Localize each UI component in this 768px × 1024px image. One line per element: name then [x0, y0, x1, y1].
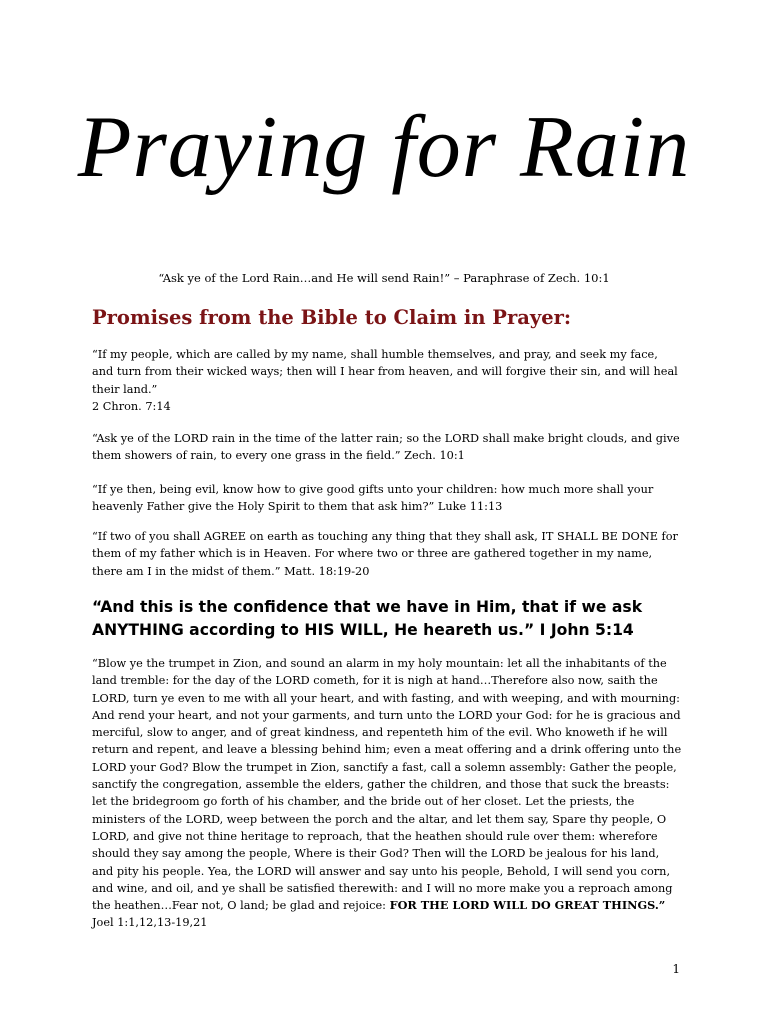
scripture-paragraph-chronicles [92, 346, 682, 415]
page-number: 1 [672, 962, 680, 976]
scripture-reference: 2 Chron. 7:14 [92, 399, 171, 413]
scripture-paragraph-zechariah: “Ask ye of the LORD rain in the time of the latter rain; so the LORD shall make bright clouds, and give them showers of rain, to every one grass in the field.” Zech. 10:1 [92, 432, 680, 463]
scripture-paragraph-luke: “If ye then, being evil, know how to give good gifts unto your children: how much more shall your heavenly Father give the Holy Spirit to them that ask him?” Luke 11:13 [92, 483, 654, 514]
epigraph: “Ask ye of the Lord Rain…and He will send Rain!” – Paraphrase of Zech. 10:1 [158, 271, 610, 285]
scripture-paragraph-joel [92, 655, 682, 932]
page-title: Praying for Rain [77, 99, 691, 196]
scripture-text: “If my people, which are called by my name, shall humble themselves, and pray, and seek my face, and turn from their wicked ways; then will I hear from heaven, and will forgive their sin, and will heal their land.” [92, 348, 678, 396]
joel-emphasis: FOR THE LORD WILL DO GREAT THINGS.” [389, 898, 666, 913]
joel-text: “Blow ye the trumpet in Zion, and sound an alarm in my holy mountain: let all the inhabitants of the land tremble: for the day of the LORD cometh, for it is nigh at hand…Therefore also now, saith the LORD, turn ye even to me with all your heart, and with fasting, and with weeping, and with mourning: And rend your heart, and not your garments, and turn unto the LORD your God: for he is gracious and merciful, slow to anger, and of great kindness, and repenteth him of the evil. Who knoweth if he will return and repent, and leave a blessing behind him; even a meat offering and a drink offering unto the LORD your God? Blow the trumpet in Zion, sanctify a fast, call a solemn assembly: Gather the people, sanctify the congregation, assemble the elders, gather the children, and those that suck the breasts: let the bridegroom go forth of his chamber, and the bride out of her closet. Let the priests, the ministers of the LORD, weep between the porch and the altar, and let them say, Spare thy people, O LORD, and give not thine heritage to reproach, that the heathen should rule over them: wherefore should they say among the people, Where is their God? Then will the LORD be jealous for his land, and pity his people. Yea, the LORD will answer and say unto his people, Behold, I will send you corn, and wine, and oil, and ye shall be satisfied therewith: and I will no more make you a reproach among the heathen…Fear not, O land; be glad and rejoice: [92, 657, 682, 913]
highlighted-quote: “And this is the confidence that we have in Him, that if we ask ANYTHING according to HIS WILL, He heareth us.” I John 5:14 [92, 598, 643, 639]
joel-reference: Joel 1:1,12,13-19,21 [92, 916, 208, 930]
section-heading: Promises from the Bible to Claim in Prayer: [92, 306, 572, 329]
scripture-paragraph-matthew: “If two of you shall AGREE on earth as touching any thing that they shall ask, IT SHALL BE DONE for them of my father which is in Heaven. For where two or three are gathered together in my name, there am I in the midst of them.” Matt. 18:19-20 [92, 530, 678, 578]
